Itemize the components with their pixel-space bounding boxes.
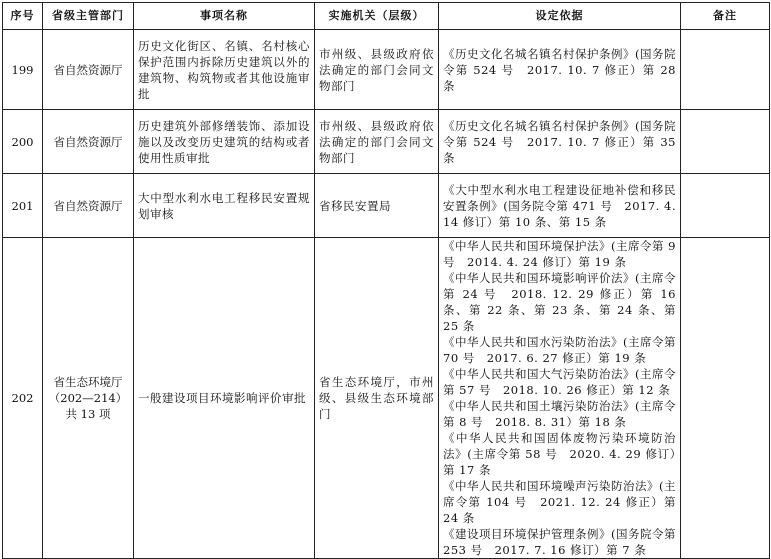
department-line: 省自然资源厅 bbox=[53, 62, 123, 77]
department-line: （202—214） bbox=[48, 391, 128, 405]
header-department: 省级主管部门 bbox=[43, 3, 134, 30]
header-basis: 设定依据 bbox=[439, 3, 681, 30]
row-department bbox=[43, 110, 134, 174]
basis-line: 《建设项目环境保护管理条例》(国务院令第 253 号 2017. 7. 16 修订）第 7 条 bbox=[443, 527, 676, 557]
row-remark bbox=[681, 30, 770, 110]
basis-line: 《中华人民共和国环境保护法》(主席令第 9 号 2014. 4. 24 修订）第 19 条 bbox=[443, 239, 676, 269]
table-header-row bbox=[3, 3, 770, 30]
row-department bbox=[43, 174, 134, 238]
basis-line: 《中华人民共和国固体废物污染环境防治法》(主席令第 58 号 2020. 4. 29 修订）第 17 条 bbox=[443, 431, 676, 477]
basis-line: 《中华人民共和国土壤污染防治法》(主席令第 8 号 2018. 8. 31）第 18 条 bbox=[443, 399, 676, 429]
row-basis bbox=[439, 238, 681, 559]
table-row bbox=[3, 110, 770, 174]
row-agency: 市州级、县级政府依法确定的部门会同文物部门 bbox=[315, 110, 439, 174]
basis-line: 《中华人民共和国环境噪声污染防治法》(主席令第 104 号 2021. 12. 24 修正）第 24 条 bbox=[443, 479, 676, 525]
department-line: 省自然资源厅 bbox=[53, 198, 123, 213]
basis-line: 《中华人民共和国水污染防治法》(主席令第 70 号 2017. 6. 27 修正）第 19 条 bbox=[443, 335, 676, 365]
row-no: 199 bbox=[3, 30, 43, 110]
header-agency: 实施机关（层级） bbox=[315, 3, 439, 30]
basis-line: 《历史文化名城名镇名村保护条例》(国务院令第 524 号 2017. 10. 7 修正）第 35 条 bbox=[443, 118, 676, 165]
department-line: 省自然资源厅 bbox=[53, 134, 123, 149]
department-line: 省生态环境厅 bbox=[53, 375, 123, 389]
table-row bbox=[3, 174, 770, 238]
header-no: 序号 bbox=[3, 3, 43, 30]
row-basis bbox=[439, 110, 681, 174]
approval-items-table bbox=[2, 2, 770, 559]
basis-line: 《大中型水利水电工程建设征地补偿和移民安置条例》(国务院令第 471 号 2017. 4. 14 修订）第 10 条、第 15 条 bbox=[443, 182, 676, 229]
row-agency: 省移民安置局 bbox=[315, 174, 439, 238]
row-no: 201 bbox=[3, 174, 43, 238]
row-no: 200 bbox=[3, 110, 43, 174]
row-department bbox=[43, 30, 134, 110]
row-department bbox=[43, 238, 134, 559]
row-item-name: 历史建筑外部修缮装饰、添加设施以及改变历史建筑的结构或者使用性质审批 bbox=[134, 110, 315, 174]
header-remark: 备注 bbox=[681, 3, 770, 30]
row-remark bbox=[681, 174, 770, 238]
row-remark bbox=[681, 238, 770, 559]
row-no: 202 bbox=[3, 238, 43, 559]
row-agency: 市州级、县级政府依法确定的部门会同文物部门 bbox=[315, 30, 439, 110]
row-agency: 省生态环境厅，市州级、县级生态环境部门 bbox=[315, 238, 439, 559]
row-item-name: 历史文化街区、名镇、名村核心保护范围内拆除历史建筑以外的建筑物、构筑物或者其他设施审批 bbox=[134, 30, 315, 110]
row-remark bbox=[681, 110, 770, 174]
basis-line: 《历史文化名城名镇名村保护条例》(国务院令第 524 号 2017. 10. 7 修正）第 28 条 bbox=[443, 46, 676, 93]
table-row bbox=[3, 30, 770, 110]
row-basis bbox=[439, 174, 681, 238]
basis-line: 《中华人民共和国大气污染防治法》(主席令第 57 号 2018. 10. 26 修正）第 12 条 bbox=[443, 367, 676, 397]
header-item-name: 事项名称 bbox=[134, 3, 315, 30]
row-item-name: 一般建设项目环境影响评价审批 bbox=[134, 238, 315, 559]
row-basis bbox=[439, 30, 681, 110]
basis-line: 《中华人民共和国环境影响评价法》(主席令第 24 号 2018. 12. 29 修正）第 16 条、第 22 条、第 23 条、第 24 条、第 25 条 bbox=[443, 271, 676, 333]
department-line: 共 13 项 bbox=[65, 407, 111, 421]
row-item-name: 大中型水利水电工程移民安置规划审核 bbox=[134, 174, 315, 238]
table-row bbox=[3, 238, 770, 559]
